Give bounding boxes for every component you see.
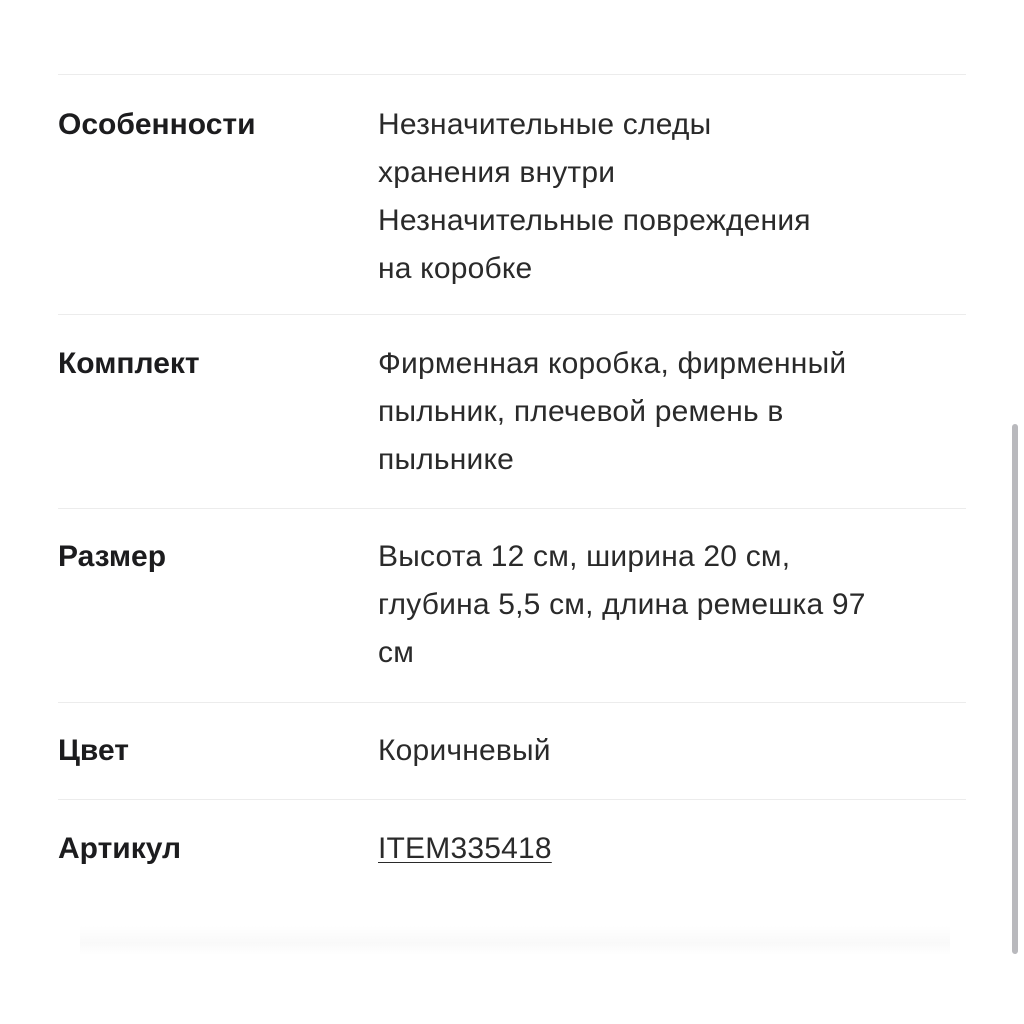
spec-value-kit (378, 340, 966, 508)
bottom-fade-shadow (80, 925, 950, 955)
spec-value-features (378, 101, 966, 314)
spec-value-color (378, 727, 966, 799)
spec-label-features: Особенности (58, 108, 256, 141)
spec-value-line: пыльник, плечевой ремень в (378, 395, 784, 428)
product-specs-table (58, 74, 966, 896)
spec-value-line: на коробке (378, 252, 533, 285)
spec-label-sku: Артикул (58, 832, 182, 865)
spec-value-line: пыльнике (378, 443, 515, 476)
spec-value-line: Незначительные следы (378, 108, 712, 141)
spec-row-sku (58, 800, 966, 896)
spec-label-color: Цвет (58, 734, 129, 767)
spec-row-features (58, 75, 966, 315)
spec-value-sku (378, 825, 966, 896)
spec-value-line: Фирменная коробка, фирменный (378, 347, 847, 380)
spec-value-line: хранения внутри (378, 156, 616, 189)
spec-label-kit: Комплект (58, 347, 200, 380)
spec-value-line: см (378, 636, 415, 669)
spec-value-line: Высота 12 см, ширина 20 см, (378, 540, 791, 573)
spec-value-line: глубина 5,5 см, длина ремешка 97 (378, 588, 866, 621)
spec-value-line: Коричневый (378, 734, 551, 767)
spec-row-color (58, 703, 966, 800)
spec-value-line: Незначительные повреждения (378, 204, 811, 237)
spec-row-kit (58, 315, 966, 509)
scrollbar-thumb[interactable] (1012, 424, 1018, 954)
spec-label-size: Размер (58, 540, 167, 573)
scrollbar[interactable] (1010, 0, 1024, 1024)
spec-row-size (58, 509, 966, 703)
sku-link[interactable]: ITEM335418 (378, 832, 552, 865)
spec-value-size (378, 533, 966, 702)
